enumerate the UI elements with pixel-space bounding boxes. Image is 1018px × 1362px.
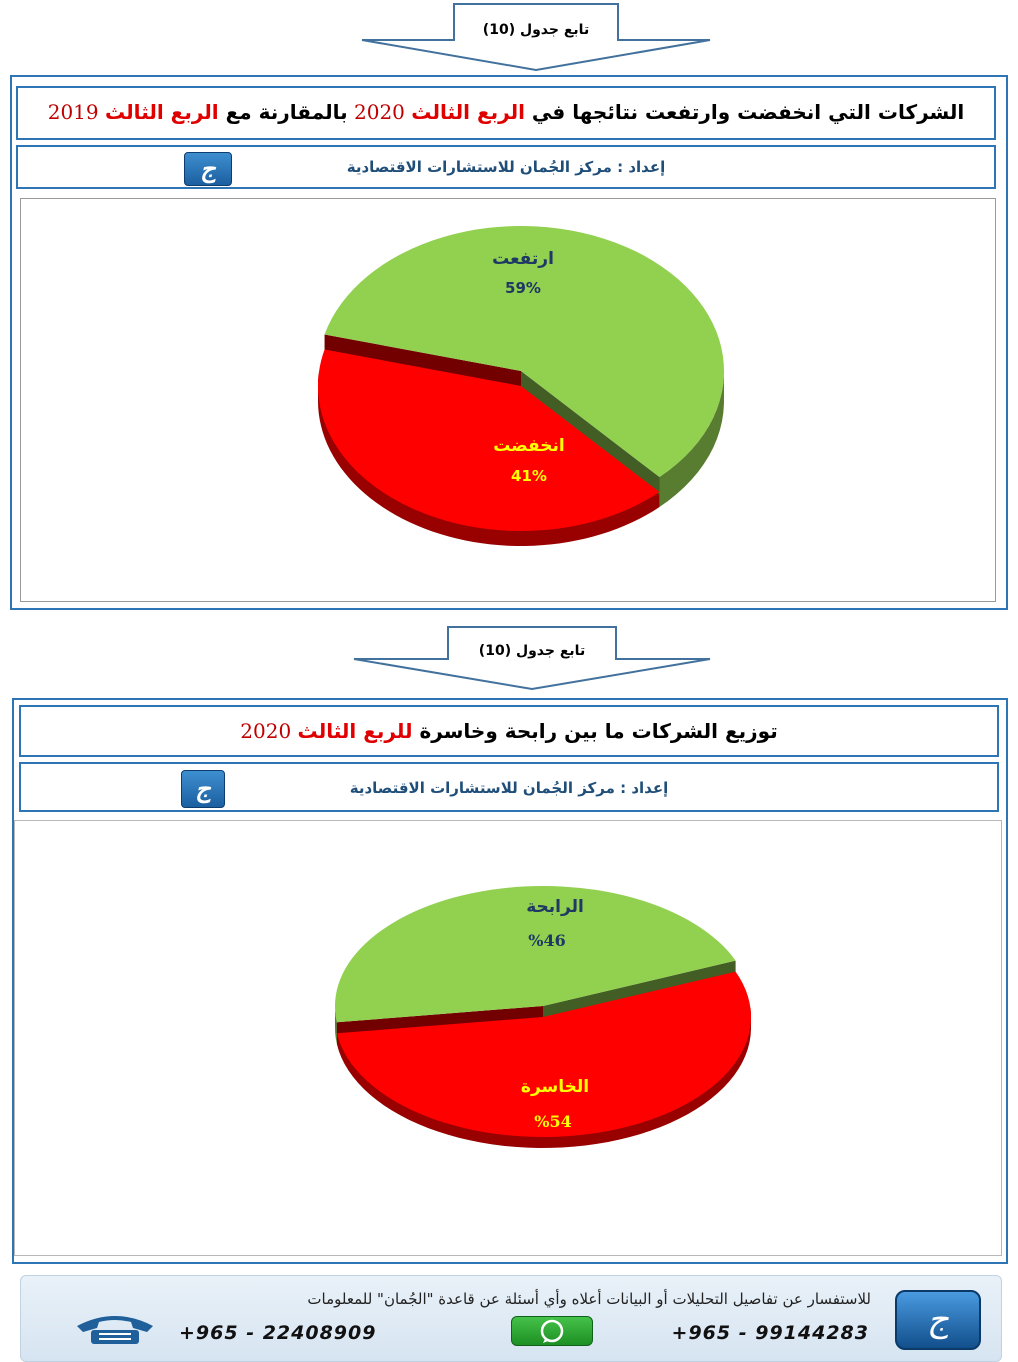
author-text: إعداد : مركز الجُمان للاستشارات الاقتصادية (349, 779, 669, 797)
pie-chart-1-area (20, 198, 996, 602)
banner-label: تابع جدول (10) (478, 643, 586, 659)
section-1-title (16, 86, 996, 140)
table-continued-banner-middle (352, 625, 712, 691)
pie-chart-2 (15, 821, 1001, 1255)
mobile-number[interactable]: +965 - 99144283 (671, 1322, 869, 1344)
contact-footer (20, 1275, 1002, 1362)
title-highlight: الربع الثالث (105, 100, 219, 124)
title-text: الشركات التي انخفضت وارتفعت نتائجها في (524, 100, 965, 124)
section-2-title (19, 705, 999, 757)
whatsapp-icon[interactable] (511, 1316, 593, 1346)
aljuman-logo-icon: ج (181, 770, 225, 808)
pie-chart-2-area (14, 820, 1002, 1256)
slice-value-down: 41% (511, 467, 547, 485)
title-highlight: الربع الثالث (411, 100, 525, 124)
section-2-author (19, 762, 999, 812)
title-highlight: للربع الثالث (297, 719, 413, 743)
banner-label: تابع جدول (10) (482, 22, 590, 38)
landline-number[interactable]: +965 - 22408909 (179, 1322, 377, 1344)
section-1-author (16, 145, 996, 189)
title-year: 2019 (47, 100, 105, 124)
aljuman-logo-icon: ج (184, 152, 232, 186)
slice-label-loss: الخاسرة (520, 1077, 590, 1097)
title-text: توزيع الشركات ما بين رابحة وخاسرة (412, 719, 778, 743)
slice-value-profit: %46 (528, 931, 566, 950)
footer-inquiry-text: للاستفسار عن تفاصيل التحليلات أو البيانات أعلاه وأي أسئلة عن قاعدة "الجُمان" للمعلومات (307, 1290, 871, 1308)
title-year: 2020 (347, 100, 412, 124)
slice-label-down: انخفضت (493, 436, 565, 456)
aljuman-logo-icon: ج (895, 1290, 981, 1350)
slice-value-up: 59% (505, 279, 541, 297)
title-text: بالمقارنة مع (218, 100, 348, 124)
table-continued-banner-top (360, 2, 712, 72)
title-year: 2020 (240, 719, 298, 743)
author-text: إعداد : مركز الجُمان للاستشارات الاقتصادية (346, 158, 666, 176)
telephone-icon[interactable] (73, 1312, 157, 1350)
slice-value-loss: %54 (534, 1112, 572, 1131)
slice-label-up: ارتفعت (492, 249, 554, 269)
slice-label-profit: الرابحة (526, 897, 584, 917)
